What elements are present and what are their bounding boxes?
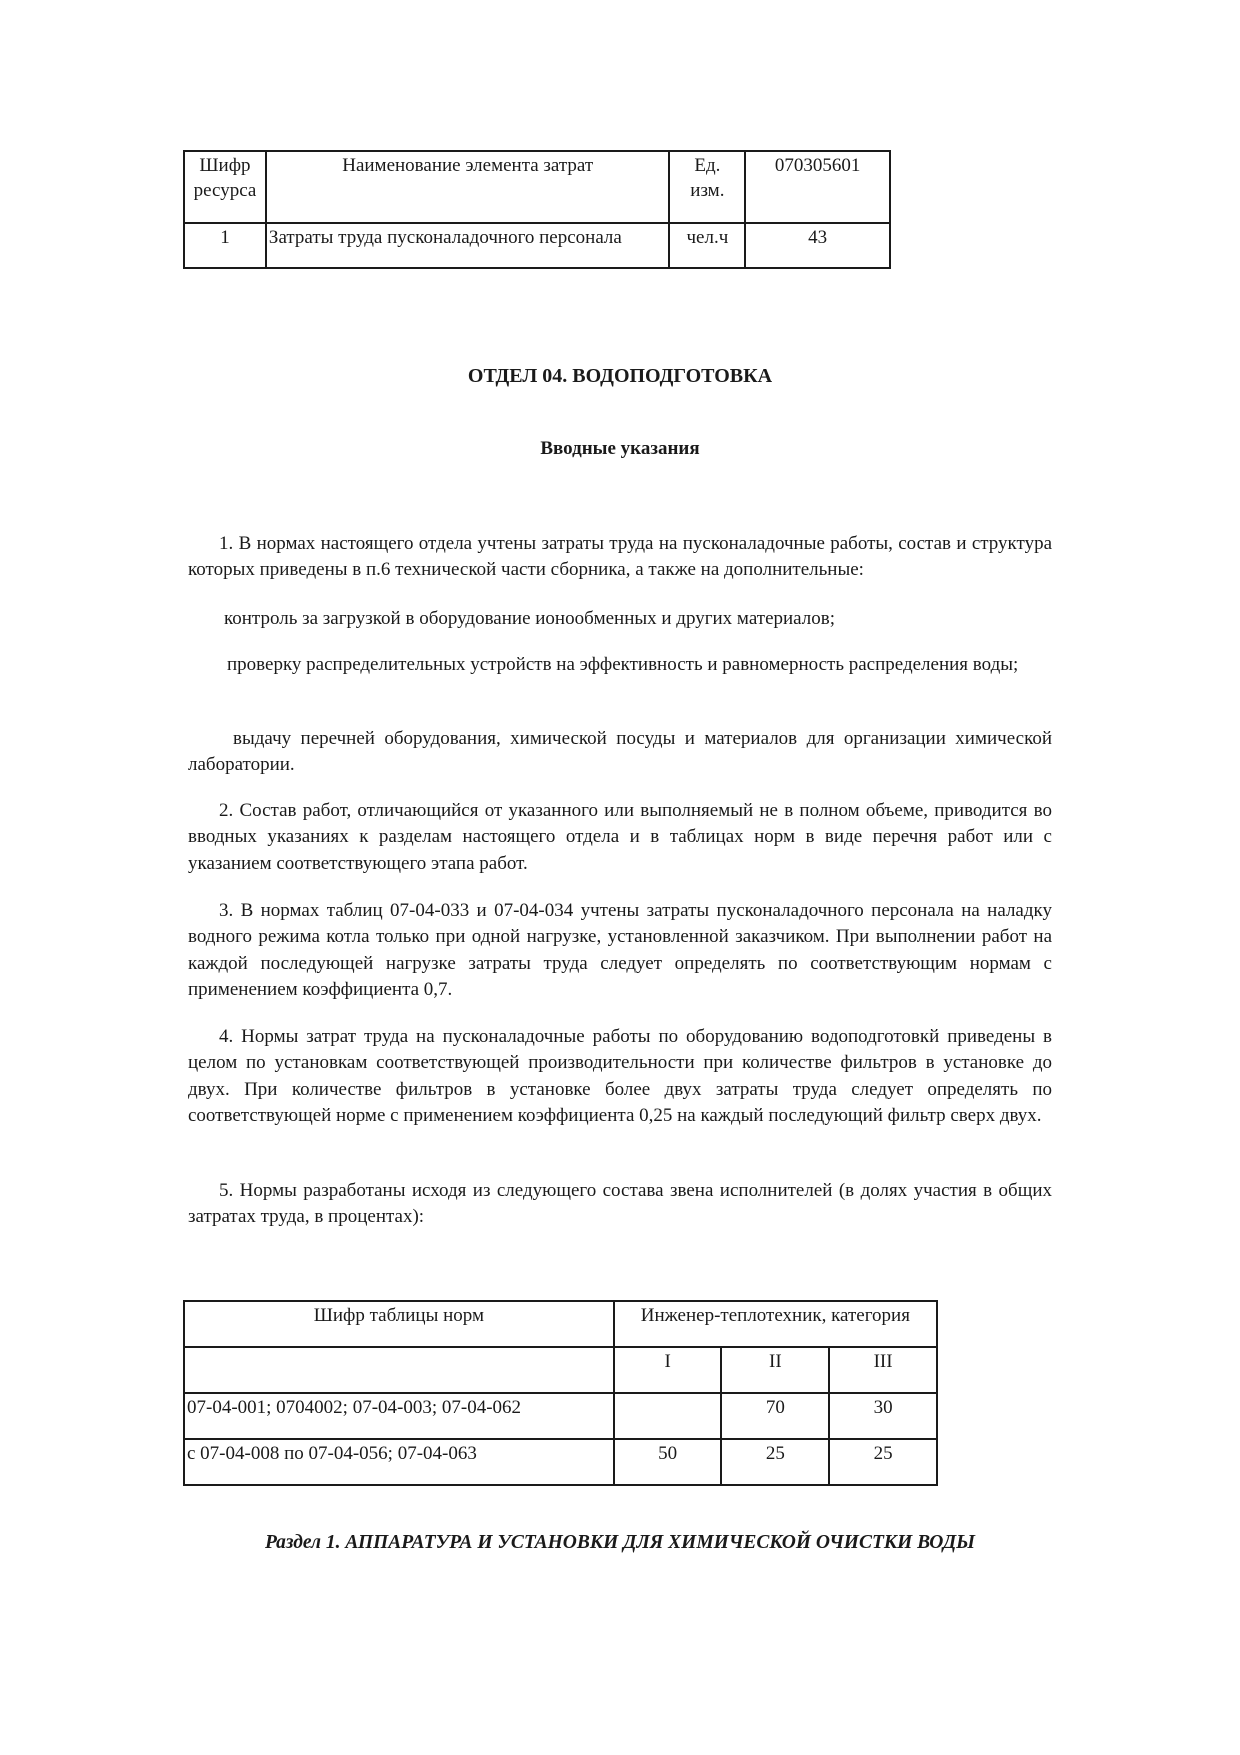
- header-category-2: II: [721, 1347, 829, 1393]
- paragraph-3: 3. В нормах таблиц 07-04-033 и 07-04-034 учтены затраты пусконаладочного персонала на наладку водного режима котла только при одной нагрузке, установленной заказчиком. При выполнении работ на каждой последующей нагрузке затраты труда следует определять по соответствующим нормам с применением коэффициента 0,7.: [188, 900, 1052, 1001]
- header-unit: [669, 151, 745, 223]
- paragraph-1: 1. В нормах настоящего отдела учтены затраты труда на пусконаладочные работы, состав и структура которых приведены в п.6 технической части сборника, а также на дополнительные:: [188, 533, 1052, 581]
- cell-norm-codes: 07-04-001; 0704002; 07-04-003; 07-04-062: [184, 1393, 614, 1439]
- department-heading: ОТДЕЛ 04. ВОДОПОДГОТОВКА: [467, 365, 773, 387]
- header-engineer-category: Инженер-теплотехник, категория: [614, 1301, 937, 1347]
- paragraph-item-control: контроль за загрузкой в оборудование ионообменных и других материалов;: [224, 608, 835, 629]
- cell-resource-code: 1: [184, 223, 266, 268]
- crew-table-subheader: [184, 1347, 937, 1393]
- resource-table: [183, 150, 891, 269]
- header-resource-code-line2: ресурса: [193, 180, 257, 201]
- paragraph-item-issue: выдачу перечней оборудования, химической посуды и материалов для организации химической лаборатории.: [188, 728, 1052, 776]
- table-row: [184, 223, 890, 268]
- cell-category-1: [614, 1393, 722, 1439]
- header-empty-cell: [184, 1347, 614, 1393]
- header-norm-table-code: Шифр таблицы норм: [184, 1301, 614, 1347]
- header-unit-line1: Ед.: [694, 155, 721, 176]
- intro-heading: Вводные указания: [540, 438, 700, 459]
- header-category-3: III: [829, 1347, 937, 1393]
- table-row: [184, 1439, 937, 1485]
- paragraph-4: 4. Нормы затрат труда на пусконаладочные работы по оборудованию водоподготовкй приведены в целом по установкам соответствующей производительности при количестве фильтров в установке до двух. При количестве фильтров в установке более двух затраты труда следует определять по соответствующей норме с применением коэффициента 0,25 на каждый последующий фильтр сверх двух.: [188, 1026, 1052, 1127]
- cell-category-1: 50: [614, 1439, 722, 1485]
- paragraph-item-check: проверку распределительных устройств на эффективность и равномерность распределения воды;: [227, 654, 1019, 675]
- cell-category-2: 70: [721, 1393, 829, 1439]
- resource-table-header: [184, 151, 890, 223]
- crew-table-header: [184, 1301, 937, 1347]
- header-cost-element-name: Наименование элемента затрат: [266, 151, 670, 223]
- header-norm-code: 070305601: [745, 151, 890, 223]
- header-category-1: I: [614, 1347, 722, 1393]
- cell-unit: чел.ч: [669, 223, 745, 268]
- crew-composition-table: [183, 1300, 938, 1486]
- header-resource-code-line1: Шифр: [199, 155, 251, 176]
- header-unit-line2: изм.: [690, 180, 725, 201]
- cell-norm-codes: с 07-04-008 по 07-04-056; 07-04-063: [184, 1439, 614, 1485]
- cell-category-3: 30: [829, 1393, 937, 1439]
- table-row: [184, 1393, 937, 1439]
- paragraph-5: 5. Нормы разработаны исходя из следующего состава звена исполнителей (в долях участия в общих затратах труда, в процентах):: [188, 1180, 1052, 1228]
- cell-cost-element-name: Затраты труда пусконаладочного персонала: [266, 223, 670, 268]
- cell-value: 43: [745, 223, 890, 268]
- paragraph-2: 2. Состав работ, отличающийся от указанного или выполняемый не в полном объеме, приводится во вводных указаниях к разделам настоящего отдела и в таблицах норм в виде перечня работ или с указанием соответствующего этапа работ.: [188, 800, 1052, 874]
- section-title: Раздел 1. АППАРАТУРА И УСТАНОВКИ ДЛЯ ХИМИЧЕСКОЙ ОЧИСТКИ ВОДЫ: [264, 1532, 976, 1553]
- header-resource-code: [184, 151, 266, 223]
- cell-category-2: 25: [721, 1439, 829, 1485]
- cell-category-3: 25: [829, 1439, 937, 1485]
